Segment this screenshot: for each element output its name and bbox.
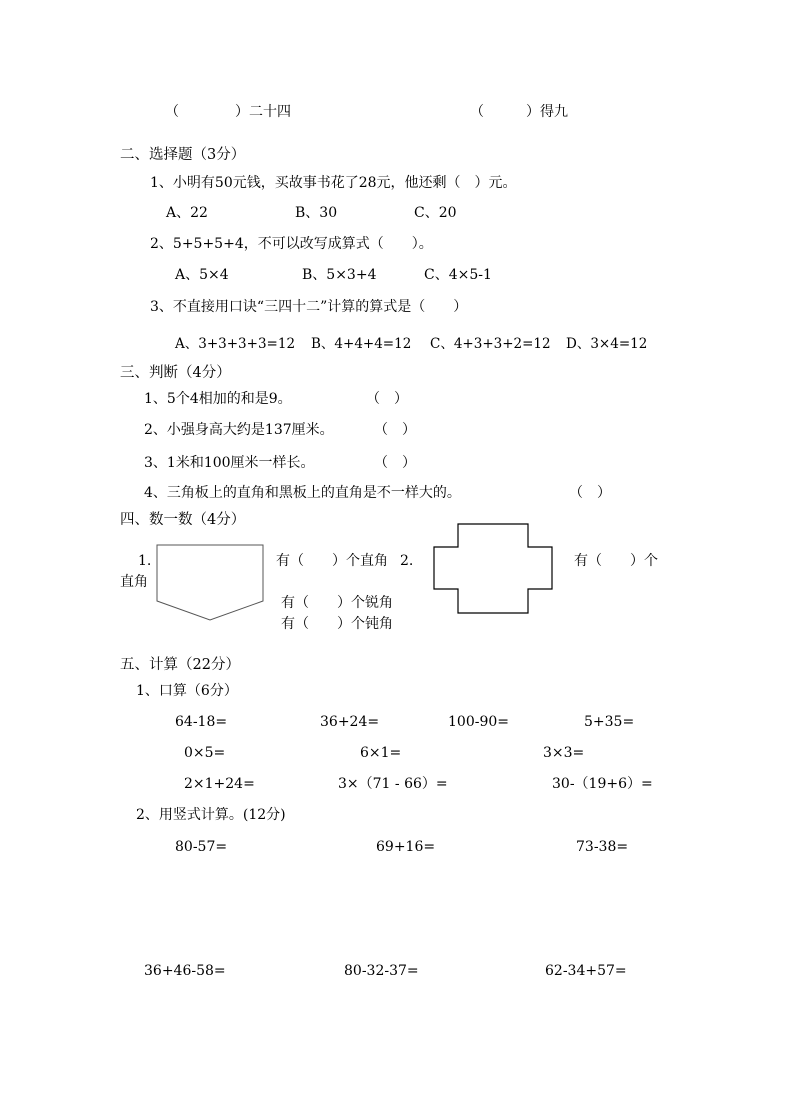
q3-option-d: D、3×4=12 <box>566 336 648 352</box>
vertical-calc-item: 80-57= <box>175 839 228 855</box>
section-judge-title: 三、判断（4分） <box>120 365 231 381</box>
vertical-calc-item: 36+46-58= <box>144 963 226 979</box>
vertical-calc-item: 62-34+57= <box>545 963 627 979</box>
fill-blank-twenty-four: （ ）二十四 <box>165 104 291 120</box>
mental-calc-item: 5+35= <box>584 714 635 730</box>
count-right-angles-2: 有（ ）个 <box>574 553 658 569</box>
mental-calc-subtitle: 1、口算（6分） <box>136 683 238 699</box>
judge-item-2: 2、小强身高大约是137厘米。 <box>144 422 334 438</box>
judge-item-1: 1、5个4相加的和是9。 <box>144 391 292 407</box>
mental-calc-item: 36+24= <box>320 714 380 730</box>
mental-calc-item: 6×1= <box>360 745 402 761</box>
q3-option-a: A、3+3+3+3=12 <box>175 336 296 352</box>
q2-option-c: C、4×5-1 <box>424 267 492 283</box>
q2-option-a: A、5×4 <box>175 267 229 283</box>
count-obtuse-angles: 有（ ）个钝角 <box>281 616 393 632</box>
section-count-title: 四、数一数（4分） <box>120 512 246 528</box>
count-right-angle-word: 直角 <box>120 574 148 590</box>
mental-calc-item: 30-（19+6）= <box>552 776 653 792</box>
vertical-calc-subtitle: 2、用竖式计算。(12分) <box>136 807 286 823</box>
mental-calc-item: 0×5= <box>184 745 226 761</box>
count-item-2-number: 2. <box>400 553 414 569</box>
mental-calc-item: 3×3= <box>543 745 585 761</box>
choice-question-2: 2、5+5+5+4，不可以改写成算式（ ）。 <box>150 236 433 252</box>
count-acute-angles: 有（ ）个锐角 <box>281 595 393 611</box>
judge-item-4: 4、三角板上的直角和黑板上的直角是不一样大的。 <box>144 485 461 501</box>
choice-question-3: 3、不直接用口诀“三四十二”计算的算式是（ ） <box>150 299 468 315</box>
q1-option-a: A、22 <box>166 205 208 221</box>
q3-option-b: B、4+4+4=12 <box>311 336 412 352</box>
choice-question-1: 1、小明有50元钱，买故事书花了28元，他还剩（ ）元。 <box>150 175 517 191</box>
q1-option-c: C、20 <box>414 205 457 221</box>
mental-calc-item: 100-90= <box>448 714 509 730</box>
count-right-angles-1: 有（ ）个直角 <box>276 553 388 569</box>
section-calc-title: 五、计算（22分） <box>120 657 240 673</box>
mental-calc-item: 2×1+24= <box>184 776 255 792</box>
q1-option-b: B、30 <box>295 205 338 221</box>
fill-blank-nine: （ ）得九 <box>470 104 568 120</box>
count-item-1-number: 1. <box>138 553 152 569</box>
judge-item-3-paren: （ ） <box>374 455 416 471</box>
vertical-calc-item: 80-32-37= <box>344 963 419 979</box>
pentagon-shape <box>155 543 267 625</box>
vertical-calc-item: 69+16= <box>376 839 436 855</box>
mental-calc-item: 64-18= <box>175 714 228 730</box>
q3-option-c: C、4+3+3+2=12 <box>430 336 551 352</box>
judge-item-4-paren: （ ） <box>569 485 611 501</box>
judge-item-2-paren: （ ） <box>374 422 416 438</box>
section-choice-title: 二、选择题（3分） <box>120 147 246 163</box>
judge-item-1-paren: （ ） <box>366 391 408 407</box>
mental-calc-item: 3×（71 - 66）= <box>338 776 448 792</box>
vertical-calc-item: 73-38= <box>576 839 629 855</box>
cross-shape <box>432 522 554 616</box>
q2-option-b: B、5×3+4 <box>302 267 377 283</box>
judge-item-3: 3、1米和100厘米一样长。 <box>144 455 315 471</box>
